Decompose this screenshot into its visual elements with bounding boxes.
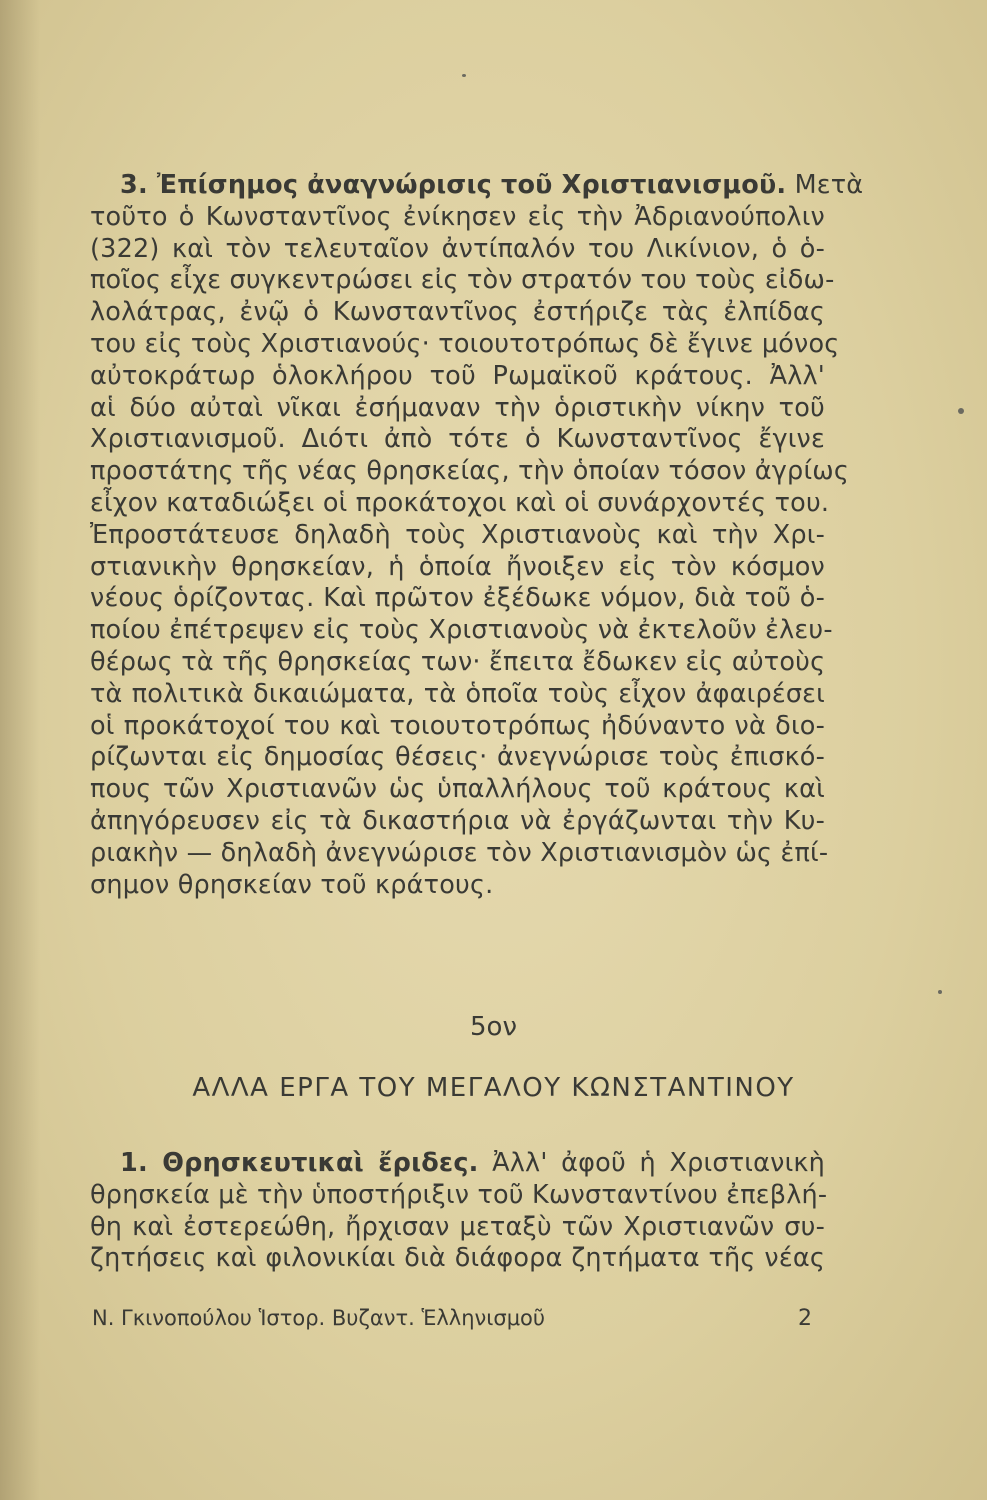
paper-speck (462, 74, 466, 77)
paragraph-line: θη καὶ ἐστερεώθη, ἤρχισαν μεταξὺ τῶν Χριστιανῶν συ- (90, 1211, 825, 1242)
section-1-paragraph (90, 1148, 828, 1275)
paragraph-line: αἱ δύο αὐταὶ νῖκαι ἐσήμαναν τὴν ὁριστικὴν νίκην τοῦ (90, 392, 825, 423)
chapter-title: ΑΛΛΑ ΕΡΓΑ ΤΟΥ ΜΕΓΑΛΟΥ ΚΩΝΣΤΑΝΤΙΝΟΥ (192, 1073, 795, 1103)
running-title: Ν. Γκινοπούλου Ἱστορ. Βυζαντ. Ἑλληνισμοῦ (92, 1306, 546, 1330)
paper-speck (958, 408, 964, 414)
section-3-paragraph (90, 170, 864, 901)
paragraph-line: τοῦτο ὁ Κωνσταντῖνος ἐνίκησεν εἰς τὴν Ἀδριανούπολιν (90, 201, 825, 232)
paragraph-line: πους τῶν Χριστιανῶν ὡς ὑπαλλήλους τοῦ κράτους καὶ (90, 774, 825, 805)
paragraph-line: ποίου ἐπέτρεψεν εἰς τοὺς Χριστιανοὺς νὰ ἐκτελοῦν ἐλευ- (90, 615, 833, 646)
paragraph-line: στιανικὴν θρησκείαν, ἡ ὁποία ἤνοιξεν εἰς τὸν κόσμον (90, 551, 825, 582)
paragraph-line: εἶχον καταδιώξει οἱ προκάτοχοι καὶ οἱ συνάρχοντές του. (90, 487, 830, 518)
chapter-number: 5ον (470, 1012, 517, 1042)
paragraph-line: θρησκεία μὲ τὴν ὑποστήριξιν τοῦ Κωνσταντίνου ἐπεβλή- (90, 1179, 828, 1210)
paragraph-line: Χριστιανισμοῦ. Διότι ἀπὸ τότε ὁ Κωνσταντῖνος ἔγινε (90, 424, 825, 455)
page-footer (92, 1306, 812, 1330)
paragraph-line: του εἰς τοὺς Χριστιανούς· τοιουτοτρόπως δὲ ἔγινε μόνος (90, 328, 840, 359)
paragraph-line: ρίζωνται εἰς δημοσίας θέσεις· ἀνεγνώρισε τοὺς ἐπισκό- (90, 742, 825, 773)
page-number: 2 (798, 1306, 812, 1331)
paragraph-line: Ἐπροστάτευσε δηλαδὴ τοὺς Χριστιανοὺς καὶ τὴν Χρι- (90, 519, 825, 550)
section-heading: 3. Ἐπίσημος ἀναγνώρισις τοῦ Χριστιανισμοῦ. (120, 170, 787, 200)
paragraph-line: ποῖος εἶχε συγκεντρώσει εἰς τὸν στρατόν του τοὺς εἰδω- (90, 265, 835, 296)
paragraph-line: λολάτρας, ἐνῷ ὁ Κωνσταντῖνος ἐστήριζε τὰς ἐλπίδας (90, 297, 825, 328)
paragraph-line: θέρως τὰ τῆς θρησκείας των· ἔπειτα ἔδωκεν εἰς αὐτοὺς (90, 646, 826, 677)
paper-speck (938, 990, 942, 994)
paragraph-line: σημον θρησκείαν τοῦ κράτους. (90, 869, 494, 900)
paragraph-line: τὰ πολιτικὰ δικαιώματα, τὰ ὁποῖα τοὺς εἶχον ἀφαιρέσει (90, 678, 825, 709)
page-edge-shadow (0, 0, 40, 1500)
paragraph-line: προστάτης τῆς νέας θρησκείας, τὴν ὁποίαν τόσον ἀγρίως (90, 456, 849, 487)
paragraph-line: (322) καὶ τὸν τελευταῖον ἀντίπαλόν του Λικίνιον, ὁ ὁ- (90, 233, 825, 264)
paragraph-line: αὐτοκράτωρ ὁλοκλήρου τοῦ Ρωμαϊκοῦ κράτους. Ἀλλ' (90, 360, 825, 391)
paragraph-line: ριακὴν — δηλαδὴ ἀνεγνώρισε τὸν Χριστιανισμὸν ὡς ἐπί- (90, 837, 829, 868)
paragraph-line: 3. Ἐπίσημος ἀναγνώρισις τοῦ Χριστιανισμοῦ. Μετὰ (120, 170, 864, 200)
paragraph-line: νέους ὁρίζοντας. Καὶ πρῶτον ἐξέδωκε νόμον, διὰ τοῦ ὁ- (90, 583, 825, 614)
paragraph-line: οἱ προκάτοχοί του καὶ τοιουτοτρόπως ἠδύναντο νὰ διο- (90, 710, 825, 741)
paragraph-line: 1. Θρησκευτικαὶ ἔριδες. Ἀλλ' ἀφοῦ ἡ Χριστιανικὴ (120, 1148, 825, 1178)
section-heading: 1. Θρησκευτικαὶ ἔριδες. (120, 1148, 479, 1178)
paragraph-line: ζητήσεις καὶ φιλονικίαι διὰ διάφορα ζητήματα τῆς νέας (90, 1243, 825, 1274)
paragraph-line: ἀπηγόρευσεν εἰς τὰ δικαστήρια νὰ ἐργάζωνται τὴν Κυ- (90, 805, 825, 836)
